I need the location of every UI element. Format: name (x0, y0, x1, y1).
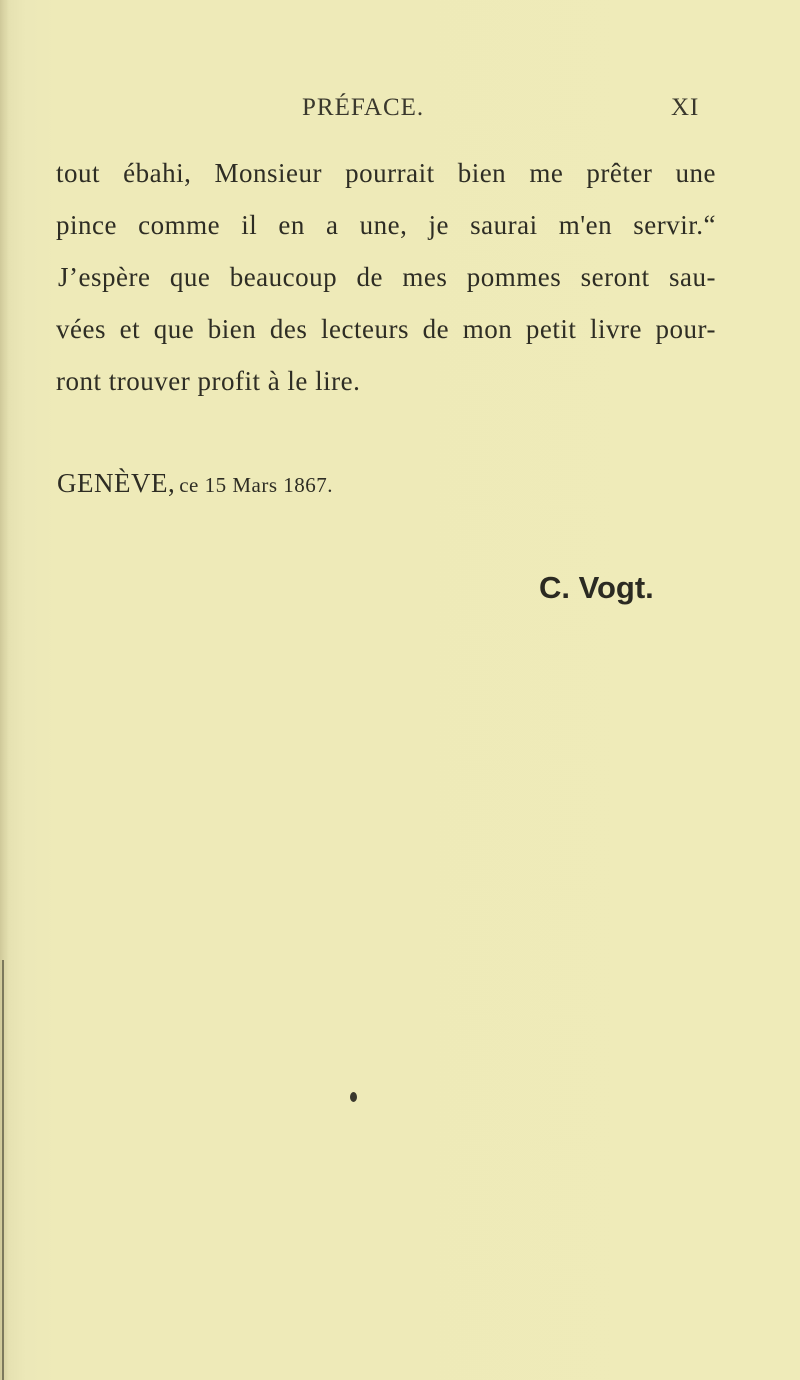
text-line-5: ront trouver profit à le lire. (56, 366, 361, 396)
text-line-3: J’espère que beaucoup de mes pommes seront sau- (58, 262, 716, 292)
dateline-place: GENÈVE, (57, 468, 176, 498)
text-line-1: tout ébahi, Monsieur pourrait bien me prêter une (56, 158, 716, 188)
binding-edge-line (2, 960, 4, 1380)
running-head (0, 94, 800, 128)
dateline (57, 468, 333, 499)
text-line-4: vées et que bien des lecteurs de mon petit livre pour- (56, 314, 716, 344)
page-number: XI (671, 94, 700, 121)
author-signature: C. Vogt. (539, 570, 654, 605)
ink-spot (350, 1092, 357, 1102)
preface-paragraph (56, 158, 716, 418)
dateline-date: ce 15 Mars 1867. (179, 473, 334, 497)
running-title: PRÉFACE. (302, 94, 425, 121)
text-line-2: pince comme il en a une, je saurai m'en servir.“ (56, 210, 716, 240)
